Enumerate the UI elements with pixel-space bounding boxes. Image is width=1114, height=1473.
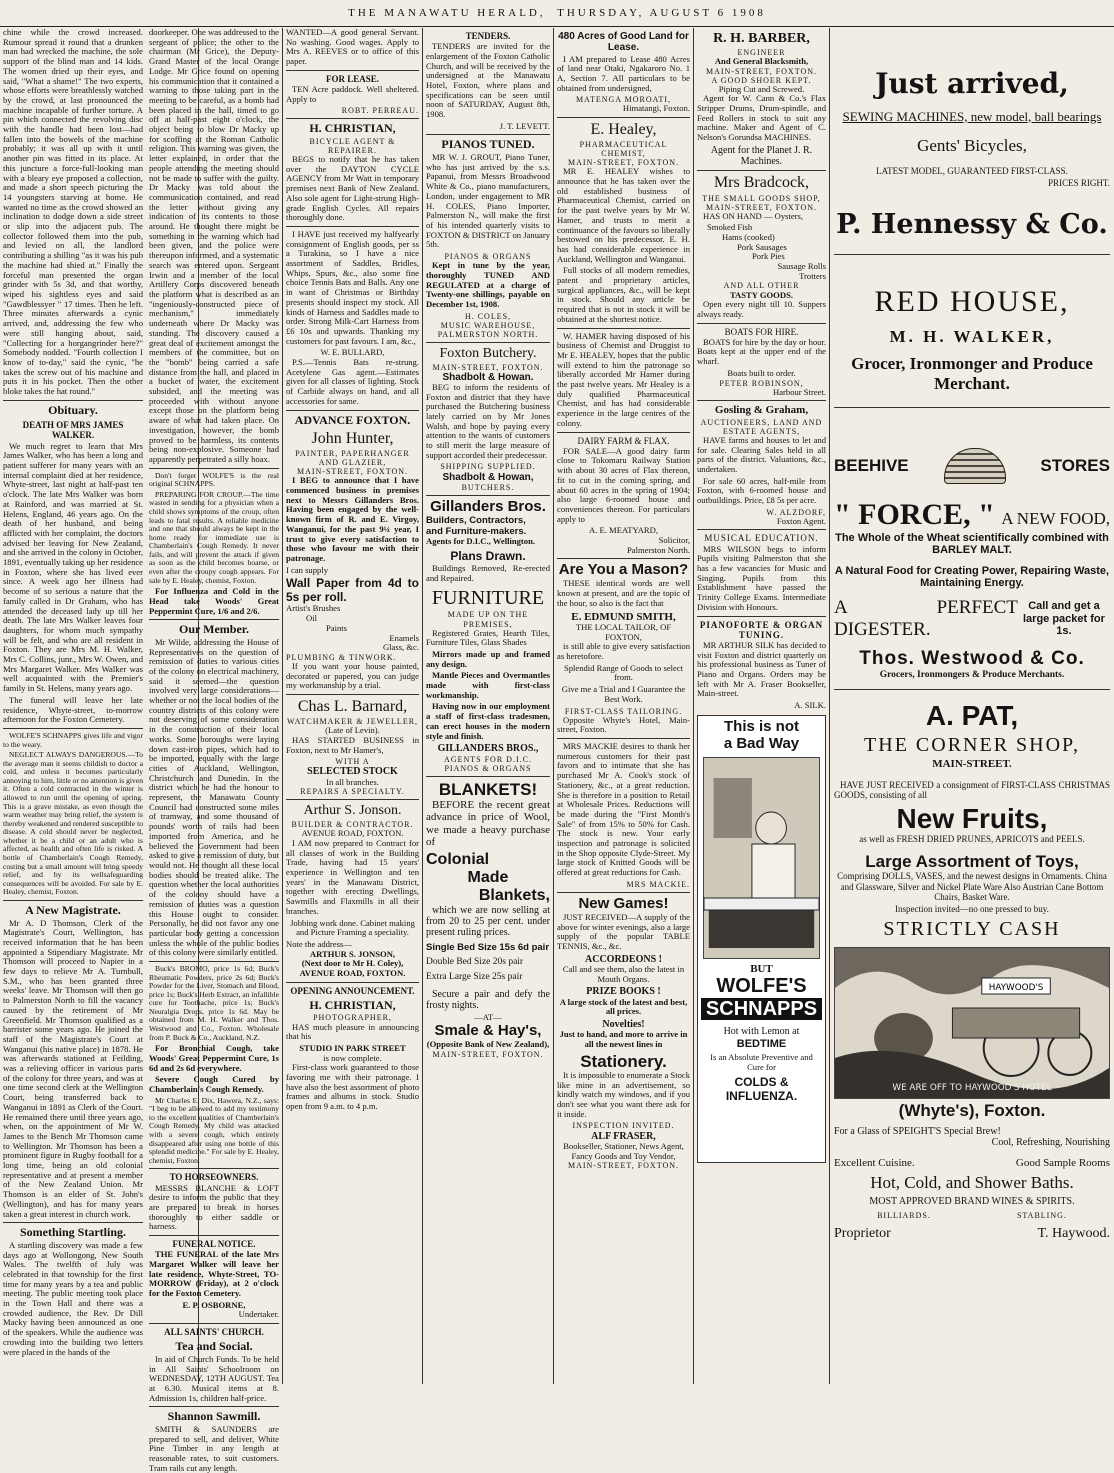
piano-heading: PIANOFORTE & ORGAN TUNING. bbox=[699, 619, 824, 640]
barnard-text: HAS STARTED BUSINESS in Foxton, next to Mr Hamer's, bbox=[286, 734, 419, 755]
gosling-role: Foxton Agent. bbox=[776, 515, 826, 526]
jonson-addr: AVENUE ROAD, FOXTON. bbox=[301, 828, 404, 839]
bradcock-sub: THE SMALL GOODS SHOP, bbox=[702, 193, 821, 203]
ad-top: This is not bbox=[724, 717, 799, 735]
acres-place: Himatangi, Foxton. bbox=[622, 103, 690, 114]
lease-text: TEN Acre paddock. Well sheltered. Apply to bbox=[286, 83, 419, 104]
horse-heading: TO HORSEOWNERS. bbox=[169, 1172, 259, 1183]
photo-sub: PHOTOGRAPHER, bbox=[313, 1013, 392, 1023]
boats-place: Harbour Street. bbox=[773, 386, 826, 397]
death-heading: DEATH OF MRS JAMES WALKER. bbox=[22, 420, 124, 441]
healey-text: MR E. HEALEY wishes to announce that he has taken over the old established business of Pharmaceutical Chemist, carried on for the past twelve years by Mr W. Hamer, and trusts to merit a continuance of the favours so liberally bestowed on his predecessor. E. H. has had considerable experience in Auckland, Wellington and Wanganui. bbox=[557, 166, 690, 264]
made-up: MADE UP ON THE PREMISES, bbox=[447, 610, 529, 629]
funeral-text: THE FUNERAL of the late Mrs Margaret Walker will leave her late residence, Whyte-Street, TO-MORROW (Friday), at 2 o'clock for the Foxton Cemetery. bbox=[149, 1249, 279, 1298]
whytes: (Whyte's), Foxton. bbox=[898, 1100, 1046, 1120]
gillanders-sub2: and Furniture-makers. bbox=[426, 525, 527, 537]
bradcock-item: Hams (cooked) bbox=[722, 231, 775, 242]
fraser-addr: MAIN-STREET, FOXTON. bbox=[567, 1161, 680, 1171]
gillanders-name: Gillanders Bros. bbox=[430, 497, 546, 515]
jonson-addr2: ARTHUR S. JONSON, bbox=[309, 948, 396, 959]
hamer-text: W. HAMER having disposed of his business of Chemist and Druggist to Mr E. HEALEY, hopes that the public will extend to him the patronage so liberally accorded Mr Hamer during the past twelve years. Mr Healey is a duly qualified Pharmaceutical Chemist, and has had considerable experience in the large centres of the colony. bbox=[557, 330, 690, 428]
blankets-heading: BLANKETS! bbox=[438, 779, 538, 799]
piano-sign: A. SILK. bbox=[794, 700, 826, 711]
hunter-supply: I can supply bbox=[286, 564, 329, 575]
fraser-sub: Bookseller, Stationer, News Agent, Fancy Goods and Toy Vendor, bbox=[563, 1140, 684, 1161]
boats-heading: BOATS FOR HIRE. bbox=[724, 326, 799, 337]
acres-sign: MATENGA MOROATI, bbox=[575, 95, 672, 105]
staff: Having now in our employment a staff of first-class tradesmen, can erect houses in the modern style and finish. bbox=[426, 701, 550, 741]
magistrate-heading: A New Magistrate. bbox=[25, 902, 121, 917]
jonson-note: Note the address— bbox=[286, 938, 352, 949]
butchery-addr: MAIN-STREET, FOXTON. bbox=[432, 362, 544, 372]
smith-sub: THE LOCAL TAILOR, OF FOXTON, bbox=[575, 621, 672, 642]
red-house: RED HOUSE, bbox=[874, 285, 1070, 319]
billiards: BILLIARDS. bbox=[877, 1211, 931, 1221]
just-arrived: Just arrived, bbox=[875, 67, 1069, 100]
healey-name: E. Healey, bbox=[590, 121, 657, 139]
wolfes-schnapps-ad bbox=[697, 715, 826, 1163]
plumbing-line: PLUMBING & TINWORK. bbox=[286, 652, 397, 662]
tenders-text: TENDERS are invited for the enlargement of the Foxton Catholic Church, and will be received by the undersigned at the Manawatu Hotel, Foxton, where plans and specifications can be seen until noon of SATURDAY, August 8th, 1908. bbox=[426, 41, 550, 120]
tasty-pre: AND ALL OTHER bbox=[723, 281, 800, 291]
wheat: The Whole of the Wheat scientifically combined with BARLEY MALT. bbox=[835, 531, 1109, 557]
boats-text: BOATS for hire by the day or hour. Boats kept at the upper end of the wharf. bbox=[697, 336, 826, 367]
mason-heading: Are You a Mason? bbox=[558, 561, 689, 579]
hunter-text: I BEG to announce that I have commenced business in premises next to Messrs Gillanders Bros. Having been engaged by the well-known firm of R. and E. Virgoy, Wanganui, for the past 9¼ year, I trust to give every satisfaction to those who favour me with their patronage. bbox=[286, 475, 419, 563]
magistrate-text: Mr A. D Thomson, Clerk of the Magistrate's Court, Wellington, has received information that he has been appointed a Stipendiary Magistrate. Mr Thomson will proceed to Napier in a few days to relieve Mr A. Turnbull, S.M., who has been granted three weeks' leave. Mr Thomson will then go to Palmerston North to fill the vacancy caused by the retirement of Mr Greenfield. Mr Thomson qualified as a barrister some years ago. He joined the staff of the Magistrate's Court at Wanganui (his native place) in 1878. He was afterwards stationed at Feilding, was a relieving officer in various parts of the colony for three years, and was at one time second clerk at the Wellington Court, being transferred back to Wanganui in 1891 as Clerk of the Court. He remained there until three years ago, when, on the appointment of Mr W. James to the Bench Mr Thomson came to Wellington. Mr Thomson has been a prominent figure in Rugby football for a long time, being an old colonial representative and at present a member of the New Zealand Union. Mr Thomson is an elder of St. John's (Wellington), and has for many years taken a great interest in church work. bbox=[3, 917, 143, 1219]
butchery-sign: Shadbolt & Howan, bbox=[442, 471, 534, 483]
bradcock-text: HAS ON HAND — Oysters, bbox=[703, 210, 804, 221]
fruits: New Fruits, bbox=[896, 802, 1048, 834]
call: Call and get a large packet for 1s. bbox=[1022, 600, 1105, 638]
lease-sign: ROBT. PERREAU. bbox=[341, 106, 419, 116]
stabling: STABLING. bbox=[1016, 1211, 1067, 1221]
neglect-paragraph: NEGLECT ALWAYS DANGEROUS.—To the average man it seems childish to doctor a cold, and unless it becomes particularly annoying to him, little or no attention is given it. Often a cold contracted in the winter is allowed to run until the opening of spring. This is a grave mistake, as even though the warm weather may bring relief, the system is thereby weakened and rendered susceptible to disease. A cold should never be neglected, whether it be a child or an adult who is affected, as health and often life is risked. A bottle of Chamberlain's Cough Remedy, costing but a small amount will bring speedy relief, and by its wellsafeguarding consequences will be avoided. For sale by E. Healey, chemist, Foxton. bbox=[3, 750, 143, 897]
cuisine-row bbox=[834, 1157, 1110, 1169]
studio-sub: is now complete. bbox=[323, 1052, 382, 1063]
musical-heading: MUSICAL EDUCATION. bbox=[704, 533, 819, 544]
barber-name: R. H. BARBER, bbox=[713, 31, 810, 46]
shipping: SHIPPING SUPPLIED. bbox=[440, 462, 536, 472]
schnapps-note: WOLFE'S SCHNAPPS gives life and vigor to the weary. bbox=[3, 730, 143, 749]
tailoring-addr: Opposite Whyte's Hotel, Main-street, Foxton. bbox=[557, 714, 690, 735]
accordeons: ACCORDEONS ! bbox=[585, 953, 662, 965]
bullard-ps: P.S.—Tennis Bats re-strung. Acetylene Gas agent.—Estimates given for all classes of lighting. Stock of Carbide always on hand, and all accessories for same. bbox=[286, 357, 419, 406]
pianos-organs: PIANOS & ORGANS bbox=[444, 252, 532, 262]
bradcock-item: Pork Pies bbox=[752, 251, 785, 262]
gillanders2-sub: AGENTS FOR D.I.C. PIANOS & ORGANS bbox=[444, 754, 532, 773]
bullard-sign: W. E. BULLARD, bbox=[320, 347, 385, 358]
hunter-name: John Hunter, bbox=[311, 430, 394, 448]
ad-bed: BEDTIME bbox=[736, 1037, 787, 1050]
bullard-text: I HAVE just received my halfyearly consignment of English goods, per ss a Turakina, so I have a nice assortment of Saddles, Bridles, Whips, Spurs, &c., also some fine choice Tennis Bats and Balls. Any one in want of Christmas or Birthday presents should inspect my stock. All kinds of Harness and Saddles made to order. Strong Milk-Cart Harness from £6 10s and upwards. Thanking my customers for past favours. I am, &c., bbox=[286, 228, 419, 346]
force-row bbox=[834, 498, 1110, 532]
furniture-text: Registered Grates, Hearth Tiles, Furniture Tiles, Glass Shades bbox=[426, 627, 550, 648]
opening-heading: OPENING ANNOUNCEMENT. bbox=[290, 985, 415, 996]
haywood: T. Haywood. bbox=[1037, 1226, 1110, 1242]
tea-text: In aid of Church Funds. To be held in All Saints' Schoolroom on WEDNESDAY, 12TH AUGUST. Tea at 6.30. Musical items at 8. Admission 1s, children half-price. bbox=[149, 1353, 279, 1403]
at: —AT— bbox=[474, 1012, 502, 1023]
column-1 bbox=[0, 28, 146, 1384]
beehive: BEEHIVE bbox=[834, 456, 909, 476]
pat-text: HAVE JUST RECEIVED a consignment of FIRST-CLASS CHRISTMAS GOODS, consisting of all bbox=[834, 780, 1110, 801]
masthead-date: THURSDAY, AUGUST 6 1908 bbox=[557, 7, 766, 19]
member-text: Mr Wilde, addressing the House of Representatives on the question of remission of duties to various cities of the colony on electrical machinery, said it seemed—the question involved very large considerations—whether or not the local bodies of the country districts of this colony were not deserving of some consideration in the construction of their local works. Some boroughs were laying down cast-iron pipes, which had to be imported, equally with the large cities of Auckland, Wellington, Christchurch and Dunedin. In the district which he had the honour to represent, the Manawatu County Council had constructed some miles of tramway, and some thousand of pounds' worth of rails had been imported from America, and he believed the Government had been asked to give a remission of duty, but would not. He thought all these local bodies should be treated alike. The question whether the local authorities of the colony should have a remission of duties was a question this House ought to consider. Personally, he did not favor any one particular body getting a concession unless the whole of the public bodies of this colony were similarly entitled. bbox=[149, 636, 279, 958]
hunter-item: Glass, &c. bbox=[382, 642, 419, 653]
barnard-name: Chas L. Barnard, bbox=[297, 698, 408, 716]
barber-sub: ENGINEER bbox=[737, 47, 786, 57]
coach-illustration bbox=[834, 947, 1110, 1099]
shoer: A GOOD SHOER KEPT. bbox=[711, 75, 812, 85]
force2: A NEW FOOD, bbox=[1001, 508, 1110, 528]
column-6 bbox=[694, 28, 829, 1384]
bradcock-item: Smoked Fish bbox=[707, 222, 753, 233]
jonson-name: Arthur S. Jonson. bbox=[303, 803, 402, 819]
gosling-text: HAVE farms and houses to let and for sale. Clearing Sales held in all parts of the district. Valuations, &c., undertaken. bbox=[697, 434, 826, 474]
musical-text: MRS WILSON begs to inform Pupils visiting Palmerston that she has a few vacancies for Music and Singing. Pupils from this Establishment have passed the Trinity College Exams. Intermediate Division with Honours. bbox=[697, 543, 826, 612]
tea-heading: Tea and Social. bbox=[175, 1339, 253, 1354]
dairy-heading: DAIRY FARM & FLAX. bbox=[577, 435, 670, 446]
dairy-role: Solicitor, bbox=[658, 535, 690, 546]
accordeons-text: Call and see them, also the latest in Mouth Organs. bbox=[562, 963, 685, 984]
toys: Large Assortment of Toys, bbox=[865, 852, 1079, 872]
prices: PRICES RIGHT. bbox=[1048, 177, 1110, 188]
piano-text: MR ARTHUR SILK has decided to visit Foxton and district quarterly on his professional business as Tuner of Piano and Organs. Orders may be left with Mr A. Fraser Bookseller, Main-street. bbox=[697, 639, 826, 699]
selling: which we are now selling at from 20 to 25 per cent. under present ruling prices. bbox=[426, 904, 550, 939]
main-street: MAIN-STREET. bbox=[932, 757, 1012, 770]
column-5 bbox=[554, 28, 693, 1384]
brand: MOST APPROVED BRAND WINES & SPIRITS. bbox=[869, 1196, 1075, 1208]
colonial: Colonial bbox=[426, 850, 490, 868]
ad-schnapps: SCHNAPPS bbox=[701, 998, 822, 1021]
butchers: BUTCHERS. bbox=[461, 482, 515, 492]
member-heading: Our Member. bbox=[179, 622, 249, 637]
mirrors: Mirrors made up and framed any design. bbox=[426, 648, 550, 669]
bradcock-addr: MAIN-STREET, FOXTON. bbox=[705, 202, 818, 212]
beehive-row bbox=[834, 448, 1110, 484]
hunter-sub: PAINTER, PAPERHANGER AND GLAZIER, bbox=[295, 449, 410, 468]
digester-row bbox=[834, 597, 1110, 640]
bradcock-close: Open every night till 10. Suppers always ready. bbox=[697, 299, 826, 319]
invited: INSPECTION INVITED. bbox=[572, 1121, 675, 1131]
proprietor-row bbox=[834, 1226, 1110, 1242]
ad-but: BUT bbox=[750, 962, 773, 975]
sign-text: HAYWOOD'S bbox=[988, 982, 1044, 993]
ad-wolfe: WOLFE'S bbox=[716, 975, 807, 998]
smale-addr2: MAIN-STREET, FOXTON. bbox=[432, 1049, 544, 1059]
games-heading: New Games! bbox=[578, 894, 669, 912]
horse-text: MESSRS BLANCHE & LOFT desire to inform the public that they are prepared to break in horses thoroughly to either saddle or harness. bbox=[149, 1182, 279, 1232]
gosling-name: Gosling & Graham, bbox=[714, 404, 809, 417]
bradcock-item: Trotters bbox=[799, 270, 826, 281]
gosling-sign: W. ALZDORF, bbox=[766, 507, 826, 517]
sawmill-text: SMITH & SAUNDERS are prepared to sell, and deliver, White Pine Timber in any length at reasonable rates, to suit customers. Tram rails cut any length. bbox=[149, 1423, 279, 1473]
smith-name: E. EDMUND SMITH, bbox=[571, 610, 676, 623]
funeral-sign: E. P. OSBORNE, bbox=[182, 1299, 246, 1310]
corner-shop: THE CORNER SHOP, bbox=[864, 734, 1080, 757]
photo-close: First-class work guaranteed to those favoring me with their patronage. I have also the best assortment of photo frames and albums in stock. Studio open from 9 a.m. to 4 p.m. bbox=[286, 1062, 419, 1112]
natural: A Natural Food for Creating Power, Repairing Waste, Maintaining Energy. bbox=[834, 564, 1110, 589]
planet: Agent for the Planet J. R. Machines. bbox=[710, 144, 813, 168]
billiards-row bbox=[834, 1211, 1110, 1220]
gillanders-agents: Agents for D.I.C., Wellington. bbox=[426, 536, 536, 547]
tenders-heading: TENDERS. bbox=[465, 31, 511, 41]
hennessy: P. Hennessy & Co. bbox=[836, 208, 1108, 240]
dairy-sign: A. E. MEATYARD, bbox=[589, 525, 658, 536]
barber-sub2: And General Blacksmith, bbox=[714, 55, 809, 66]
prize-text: A large stock of the latest and best, all prices. bbox=[559, 996, 688, 1017]
barnard-repairs: REPAIRS A SPECIALTY. bbox=[300, 787, 405, 797]
hunter-item: Paints bbox=[326, 622, 348, 633]
banner-text: WE ARE OFF TO HAYWOOD'S HOTEL bbox=[892, 1082, 1052, 1093]
boats-sign: PETER ROBINSON, bbox=[719, 378, 804, 388]
digester: A PERFECT DIGESTER. bbox=[834, 597, 1018, 640]
coles: H. COLES, bbox=[464, 311, 512, 321]
latest: LATEST MODEL, GUARANTEED FIRST-CLASS. bbox=[876, 165, 1068, 176]
butchery-text: BEG to inform the residents of Foxton and district that they have purchased the Butchering business lately carried on by Mr Jones Walsh, and hope by paying every attention to the wants of customers to still merit the large measure of support accorded their predecessor. bbox=[426, 381, 550, 460]
fruits-text: as well as FRESH DRIED PRUNES, APRICOTS and PEELS. bbox=[859, 834, 1085, 845]
hunter-item: Oil bbox=[306, 613, 317, 624]
healey-addr: MAIN-STREET, FOXTON. bbox=[567, 158, 680, 168]
ad-cure: COLDS & INFLUENZA. bbox=[725, 1075, 798, 1103]
jonson-addr3: (Next door to Mr H. Coley), bbox=[301, 958, 404, 969]
plans-heading: Plans Drawn. bbox=[450, 548, 526, 563]
smale-name: Smale & Hay's, bbox=[434, 1022, 542, 1040]
column-2 bbox=[146, 27, 282, 1473]
novelties-text: Just to hand, and more to arrive in all the newest lines in bbox=[559, 1029, 688, 1050]
westwood: Thos. Westwood & Co. bbox=[859, 648, 1085, 670]
grocer: Grocer, Ironmonger and Produce Merchant. bbox=[851, 354, 1093, 393]
cool: Cool, Refreshing, Nourishing bbox=[991, 1137, 1110, 1149]
barber-text: Agent for W. Cann & Co.'s Flax Stripper Drums, Drum-spindle, and Feed Rollers in stock to suit any machine. Maker and Agent of C. Nelson's Gorundsa MACHINES. bbox=[697, 93, 826, 143]
barnard-sub2: (Late of Levin). bbox=[325, 725, 380, 736]
dairy-place: Palmerston North. bbox=[626, 544, 690, 555]
bicycles: Gents' Bicycles, bbox=[917, 136, 1027, 156]
butchery-heading: Foxton Butchery. bbox=[439, 345, 537, 361]
croup-paragraph: PREPARING FOR CROUP.—The time wasted in sending for a physician when a child shows symptoms of the croup, often leads to fatal results. A reliable medicine and one that should always be kept in the home ready for immediate use is Chamberlain's Cough Remedy. It never fails, and will prevent the attack if given as soon as the child becomes hoarse, or even after the croupy cough appears. For sale by E. Healey, chemist, Foxton. bbox=[149, 489, 279, 585]
christian-name: H. CHRISTIAN, bbox=[309, 121, 396, 136]
boats-built: Boats built to order. bbox=[727, 367, 796, 378]
ad-prev: Is an Absolute Preventive and Cure for bbox=[710, 1051, 813, 1072]
pianos-text2: Kept in tune by the year, thoroughly TUNED AND REGULATED at a charge of Twenty-one shillings, payable on December 1st, 1908. bbox=[426, 260, 550, 309]
story-continued: chine while the crowd increased. Rumour spread it round that a drunken man had wrecked the machine, the sole support of the blind man and 14 kids. The women dried up their eyes, and said, "What a shame!" The two experts, whose efforts were breathlessly watched by the crowd, at last pronounced the machine incapable of further torture. A pin which connected the revolving disc with the handle had been lost—had fallen into the bowels of the machine probably; it was all up with it until another pin was fitted in its place. At this juncture a force-full-looking man with a bleary eye proposed a collection, and made a short speech picturing the 14 youngsters starving at home. He wanted no time as the crowd showed an inclination to dodge down a side street or slip into the adjacent pub. The collector followed them into the pub, and levied on all, the landlord contributing a shilling "as it was his pub the machine had shied at." Finally the forceful man presented the organ grinder with 5s 3d, and that worthy, wiped his sightless eyes and said "Gawdblessyer " 17 times. Then he left. Three minutes afterwards a cynic arrived, and, addressing the few who were still hanging about, said, "Collecting for a horgangrinder here?" Somebody nodded. "Fourth collection I know of to-day," said the cynic, "he takes the screw out of his machine and puts it in his pocket. Then the other bloke takes the hat round." bbox=[3, 27, 143, 397]
extra-size: Extra Large Size 25s pair bbox=[426, 972, 523, 983]
healey-text2: Full stocks of all modern remedies, patent and proprietary articles, surgical appliances, &c., will be kept in stock. Should any article be required that is not in stock it will be obtained at the shortest notice. bbox=[557, 265, 690, 324]
studio: STUDIO IN PARK STREET bbox=[299, 1042, 406, 1053]
wanted-ad: WANTED—A good general Servant. No washing. Good wages. Apply to Mrs A. REEVES or to office of this paper. bbox=[286, 27, 419, 67]
toys-text: Comprising DOLLS, VASES, and the newest designs in Ornaments. China and Glassware, Silver and Nickel Plate Ware Also Austrian Cane Bottom Chairs, Basket Ware. bbox=[837, 871, 1107, 902]
influenza-note: For Influenza and Cold in the Head take Woods' Great Peppermint Cure, 1/6 and 2/6. bbox=[149, 586, 279, 616]
smale-addr: (Opposite Bank of New Zealand), bbox=[426, 1039, 550, 1050]
smith-trial: Give me a Trial and I Guarantee the Best Work. bbox=[561, 684, 686, 704]
obituary-heading: Obituary. bbox=[48, 402, 98, 417]
column-4 bbox=[423, 28, 553, 1384]
plans-text: Buildings Removed, Re-erected and Repaired. bbox=[426, 563, 550, 584]
hunter-item: Enamels bbox=[389, 632, 419, 643]
piping: Piping Cut and Screwed. bbox=[718, 83, 805, 94]
inspection: Inspection invited—no one pressed to buy. bbox=[895, 903, 1049, 914]
stores: STORES bbox=[1040, 456, 1110, 476]
hunter-item: Artist's Brushes bbox=[286, 603, 341, 614]
westwood-sub: Grocers, Ironmongers & Produce Merchants. bbox=[879, 669, 1065, 680]
gillanders-sub: Builders, Contractors, bbox=[426, 514, 526, 526]
column-7 bbox=[830, 28, 1114, 1384]
bradcock-item: Pork Sausages bbox=[737, 241, 787, 252]
double-size: Double Bed Size 20s pair bbox=[426, 957, 524, 968]
smith-text: is still able to give every satisfaction as heretofore. bbox=[557, 641, 690, 662]
jonson-sub: BUILDER & CONTRACTOR. bbox=[291, 820, 414, 830]
barnard-with: WITH A bbox=[335, 757, 370, 767]
wolfe-note: Don't forget WOLFE'S is the real original SCHNAPPS. bbox=[149, 470, 279, 489]
severe-note: Severe Cough Cured by Chamberlain's Cough Remedy. bbox=[149, 1074, 279, 1095]
christian-text: BEGS to notify that he has taken over the DAYTON CYCLE AGENCY from Mr Watt in temporary premises next Bank of New Zealand. Also sole agent for Light-strung High-grade English Cycles. All repairs thoroughly done. bbox=[286, 154, 419, 223]
church-heading: ALL SAINTS' CHURCH. bbox=[164, 1327, 264, 1338]
gosling-sale: For sale 60 acres, half-mile from Foxton, with 6-roomed house and outbuildings. Price, £8 5s per acre. bbox=[697, 475, 826, 506]
sewing-line: SEWING MACHINES, new model, ball bearings bbox=[842, 108, 1102, 124]
photo-text: HAS much pleasure in announcing that his bbox=[286, 1021, 419, 1042]
before-text: BEFORE the recent great advance in price of Wool, we made a heavy purchase of bbox=[426, 798, 550, 849]
funeral-heading: FUNERAL NOTICE. bbox=[172, 1239, 256, 1250]
coles-sub: MUSIC WAREHOUSE, bbox=[440, 320, 536, 330]
tenders-sign: J. T. LEVETT. bbox=[499, 120, 550, 131]
coles-addr: PALMERSTON NORTH. bbox=[437, 329, 539, 339]
wallpaper: Wall Paper from 4d to 5s per roll. bbox=[286, 576, 419, 604]
secure: Secure a pair and defy the frosty nights. bbox=[426, 988, 550, 1012]
made: Made bbox=[467, 868, 509, 886]
healey-sub: PHARMACEUTICAL CHEMIST, bbox=[579, 140, 668, 159]
acres-text: I AM prepared to Lease 480 Acres of land near Otaki, Ngakaroro No. 1 A, Section 7. All particulars to be obtained from undersigned, bbox=[557, 53, 690, 93]
sawmill-heading: Shannon Sawmill. bbox=[167, 1409, 261, 1424]
blanket-word: Blankets, bbox=[478, 886, 550, 904]
dairy-text: FOR SALE—A good dairy farm close to Tokomaru Railway Station with about 30 acres of Flax thereon, fit to cut in the coming spring, and about 60 acres in the spring of 1904; also large 6-roomed house and conveniences thereon. For particulars apply to bbox=[557, 445, 690, 524]
fraser-name: ALF FRASER, bbox=[591, 1130, 656, 1142]
tailoring: FIRST-CLASS TAILORING. bbox=[564, 706, 683, 716]
tasty: TASTY GOODS. bbox=[729, 289, 794, 300]
photo-name: H. CHRISTIAN, bbox=[309, 997, 396, 1012]
severe-text: Mr Charles E. Dix, Hawera, N.Z., says: "I beg to be allowed to add my testimony to the excellent qualities of Chamberlain's Cough Remedy. My child was attacked with a severe cough, which entirely disappeared after using one bottle of this splendid medicine." For sale by E. Healey, chemist, Foxton. bbox=[149, 1095, 279, 1165]
proprietor: Proprietor bbox=[834, 1226, 891, 1242]
column-3 bbox=[283, 28, 422, 1384]
novelties: Novelties! bbox=[602, 1019, 645, 1031]
force: " FORCE, " bbox=[834, 497, 995, 531]
barber-addr: MAIN-STREET, FOXTON. bbox=[705, 66, 818, 76]
stationery: Stationery. bbox=[580, 1051, 667, 1071]
sample: Good Sample Rooms bbox=[1015, 1156, 1110, 1169]
gosling-sub: AUCTIONEERS, LAND AND ESTATE AGENTS, bbox=[700, 417, 823, 436]
stationery-text: It is impossible to enumerate a Stock like mine in an advertisement, so kindly watch my windows, and if you don't see what you want there ask for it inside. bbox=[557, 1069, 690, 1119]
hunter-addr: MAIN-STREET, FOXTON. bbox=[296, 467, 409, 477]
walker-name: M. H. WALKER, bbox=[889, 327, 1055, 347]
story-continued: doorkeeper. One was addressed to the sergeant of police; the other to the chairman (Mr Grice), the Deputy-Grand Master of the local Orange Lodge. Mr Grice found on opening his communication that it contained a warning to those taking part in the meeting to be careful, as a bomb had been placed in the hall, timed to go off at half-past eight o'clock, the object being to blow Dr Macky up for scoffing at the Roman Catholic religion. This warning was given, the letter explained, in order that the people attending the meeting should not be made to suffer with the guilty. Dr Macky was told about the communication contained, and read the letter without giving any indication of its contents to those around. He thought there might be something in the warning which had been given, and the police were thereupon informed, and a systematic search was entered upon. Sergeant Irwin and a member of the local Artillery Corps discovered beneath the platform what is described as an "ingeniously-constructed piece of mechanism," immediately underneath where Dr Macky was standing. The discovery caused a great deal of excitement amongst the members of the committee, but on the "bomb" being carried a safe distance from the hall, and placed in a bucket of water, the excitement subsided, and the meeting was proceeded with without anyone except those on the platform being aware of what had taken place. On investigation, however, the bomb proved to be harmless, its contents being non-explosive. Someone had apparently perpetrated a silly hoax. bbox=[149, 27, 279, 464]
lease-heading: FOR LEASE. bbox=[325, 73, 379, 84]
startling-text: A startling discovery was made a few days ago at Wollongong, New South Wales. The twelfth of July was celebrated in that township for the first time for many years by a tea and public meeting. The public meeting took place in the Town Hall and there was a crowded audience, the Rev. Dr Dill Macky having been announced as one of the speakers. While the audience was crowding into the building two letters were placed in the hands of the bbox=[3, 1239, 143, 1357]
barnard-sub: WATCHMAKER & JEWELLER, bbox=[286, 717, 419, 727]
games-text: JUST RECEIVED—A supply of the above for winter evenings, also a large supply of the popular TABLE TENNIS, &c., &c. bbox=[557, 911, 690, 951]
smith-range: Splendid Range of Goods to select from. bbox=[563, 662, 684, 683]
single-size: Single Bed Size 15s 6d pair bbox=[426, 941, 550, 953]
furniture-heading: FURNITURE bbox=[431, 586, 545, 609]
butchery-name: Shadbolt & Howan. bbox=[442, 371, 534, 383]
jonson-jobbing: Jobbing work done. Cabinet making and Picture Framing a speciality. bbox=[290, 917, 415, 938]
masthead bbox=[0, 0, 1114, 27]
mantle: Mantle Pieces and Overmantles made with first-class workmanship. bbox=[426, 670, 550, 700]
prize: PRIZE BOOKS ! bbox=[586, 986, 661, 998]
beehive-icon bbox=[944, 448, 1006, 484]
funeral-role: Undertaker. bbox=[238, 1309, 279, 1320]
masthead-title: THE MANAWATU HERALD, bbox=[348, 7, 546, 19]
mackie-sign: MRS MACKIE. bbox=[626, 879, 690, 889]
cuisine: Excellent Cuisine. bbox=[834, 1156, 915, 1169]
jonson-addr4: AVENUE ROAD, FOXTON. bbox=[299, 968, 406, 979]
man-in-bed-illustration bbox=[703, 757, 820, 959]
jonson-text: I AM now prepared to Contract for all classes of work in the Building Trade, having had 15 years' experience in Wellington and ten years' in the Manawatu District, together with erecting Dwellings, Sawmills and Flaxmills in all their branches. bbox=[286, 837, 419, 916]
gillanders2: GILLANDERS BROS., bbox=[437, 743, 539, 755]
startling-heading: Something Startling. bbox=[19, 1225, 126, 1240]
baths: Hot, Cold, and Shower Baths. bbox=[870, 1172, 1074, 1192]
acres-heading: 480 Acres of Good Land for Lease. bbox=[558, 31, 689, 54]
ad-top2: a Bad Way bbox=[723, 734, 800, 752]
bradcock-item: Sausage Rolls bbox=[777, 261, 826, 272]
barnard-in: In all branches. bbox=[326, 776, 379, 787]
hunter-close: If you want your house painted, decorated or papered, you can judge my workmanship by a trial. bbox=[286, 660, 419, 691]
obituary-text: We much regret to learn that Mrs James Walker, who has been a long and patient sufferer for many years with an internal complaint died at her residence, Whyte-street, last night at half-past ten o'clock. The late Mrs Walker was born at Rainford, and was married at St. Helens, England, 46 years ago. On the death of her husband, and being afflicted with her complaint, the doctors advised her leaving for New Zealand, and she arrived in the colony in October, 1891, eventually taking up her residence in Foxton, where she has lived ever since. A week ago her illness had become of so serious a nature that the family called in Dr Graham, who has attended the deceased lady up till her death. The late Mrs Walker leaves four daughters, for whom much sympathy will be felt, and who are all resident in Foxton. They are Mrs M. H. Walker, Mrs C. Collins, junr., Mrs W. Owen, and Mrs Margaret Walker. Mrs Walker was well acquainted with the Premier's family in St. Helens, many years ago. bbox=[3, 440, 143, 694]
pat-name: A. PAT, bbox=[925, 699, 1019, 731]
obituary-text: The funeral will leave her late residence, Whyte-street, to-morrow afternoon for the Foxton Cemetery. bbox=[3, 694, 143, 725]
mason-text: THESE identical words are well known at present, and are the topic of the hour, so also is the fact that bbox=[557, 578, 690, 608]
strictly-cash: STRICTLY CASH bbox=[883, 918, 1061, 941]
christian-sub: BICYCLE AGENT & REPAIRER. bbox=[309, 136, 396, 155]
ad-hot: Hot with Lemon at bbox=[723, 1026, 800, 1038]
mackie-text: MRS MACKIE desires to thank her numerous customers for their past favors and to intimate that she has purchased Mr A. Cook's stock of Stationery, &c., at a great reduction. She is therefore in a position to Retail at Wholesale Prices. Reductions will be made during the "First Month's Sale" of from 15% to 50% for Cash. The stock is new. Your early inspection and patronage is solicited in the Shop opposite Clyde-Street. My large stock of Knitted Goods will be offered at great reductions for Cash. bbox=[557, 741, 690, 878]
pianos-text: MR W. J. GROUT, Piano Tuner, who has just arrived by the s.s. Papanui, from Messrs Broadwood White & Co., piano manufacturers, London, under engagement to MR H. COLES, Piano Importer, Palmerston N., will make the first of his intended quarterly visits to FOXTON & DISTRICT on January 5th. bbox=[426, 152, 550, 250]
bronchial-note: For Bronchial Cough, take Woods' Great Peppermint Cure, 1s 6d and 2s 6d everywhere. bbox=[149, 1043, 279, 1073]
advance-heading: ADVANCE FOXTON. bbox=[294, 412, 411, 427]
glass: For a Glass of SPEIGHT'S Special Brew! bbox=[834, 1125, 1001, 1137]
bradcock-name: Mrs Bradcock, bbox=[713, 174, 810, 192]
barnard-stock: SELECTED STOCK bbox=[307, 766, 398, 778]
pianos-heading: PIANOS TUNED. bbox=[441, 137, 535, 152]
bucks-paragraph: Buck's BROMO, price 1s 6d; Buck's Rheumatic Powders, price 2s 6d; Buck's Powder for the Liver, Stomach and Blood, price 1s; Buck's Herb Extract, an infallible cure for Toothache, price 1s; Buck's Neuralgia Drops, price 1s 6d. May be obtained from M. H. Walker and Thos. Westwood and Co., Foxton. Wholesale from P. Buck & Co., Auckland, N.Z. bbox=[149, 964, 279, 1042]
